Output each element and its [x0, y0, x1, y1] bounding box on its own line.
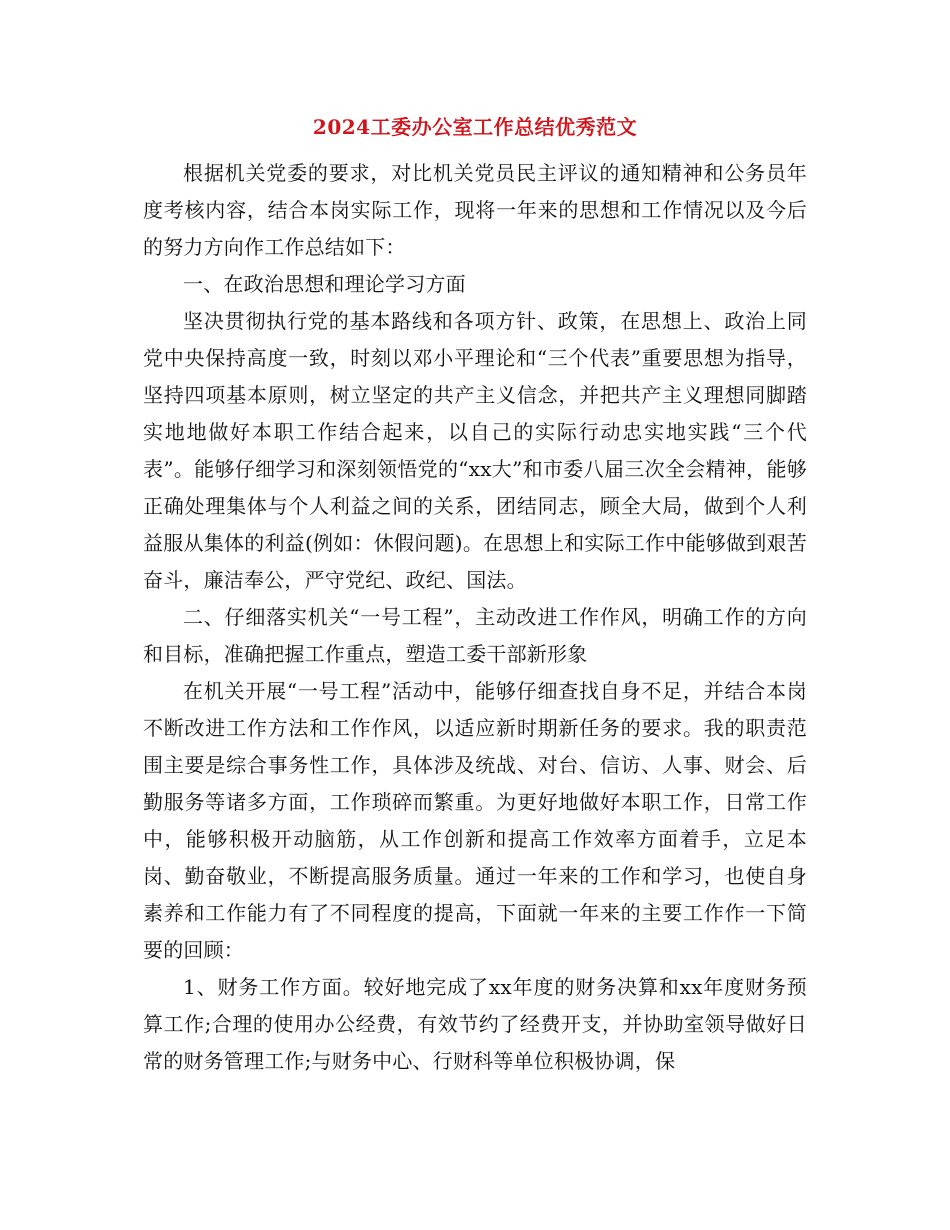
document-body [143, 155, 807, 1080]
paragraph-intro: 根据机关党委的要求，对比机关党员民主评议的通知精神和公务员年度考核内容，结合本岗实际工作，现将一年来的思想和工作情况以及今后的努力方向作工作总结如下： [143, 161, 807, 259]
paragraph-finance: 1、财务工作方面。较好地完成了xx年度的财务决算和xx年度财务预算工作;合理的使用办公经费，有效节约了经费开支，并协助室领导做好日常的财务管理工作;与财务中心、行财科等单位积极协调，保 [143, 975, 807, 1073]
paragraph-section-1: 坚决贯彻执行党的基本路线和各项方针、政策，在思想上、政治上同党中央保持高度一致，时刻以邓小平理论和“三个代表”重要思想为指导，坚持四项基本原则，树立坚定的共产主义信念，并把共产主义理想同脚踏实地地做好本职工作结合起来，以自己的实际行动忠实地实践“三个代表”。能够仔细学习和深刻领悟党的“xx大”和市委八届三次全会精神，能够正确处理集体与个人利益之间的关系，团结同志，顾全大局，做到个人利益服从集体的利益(例如：休假问题)。在思想上和实际工作中能够做到艰苦奋斗，廉洁奉公，严守党纪、政纪、国法。 [143, 309, 807, 592]
document-title: 2024工委办公室工作总结优秀范文 [312, 115, 638, 139]
section-heading-1: 一、在政治思想和理论学习方面 [183, 272, 466, 296]
section-heading-2: 二、仔细落实机关“一号工程”，主动改进工作作风，明确工作的方向和目标，准确把握工作重点，塑造工委干部新形象 [143, 605, 807, 666]
paragraph-section-2: 在机关开展“一号工程”活动中，能够仔细查找自身不足，并结合本岗不断改进工作方法和工作作风，以适应新时期新任务的要求。我的职责范围主要是综合事务性工作，具体涉及统战、对台、信访、人事、财会、后勤服务等诸多方面，工作琐碎而繁重。为更好地做好本职工作，日常工作中，能够积极开动脑筋，从工作创新和提高工作效率方面着手，立足本岗、勤奋敬业，不断提高服务质量。通过一年来的工作和学习，也使自身素养和工作能力有了不同程度的提高，下面就一年来的主要工作作一下简要的回顾： [143, 679, 807, 962]
